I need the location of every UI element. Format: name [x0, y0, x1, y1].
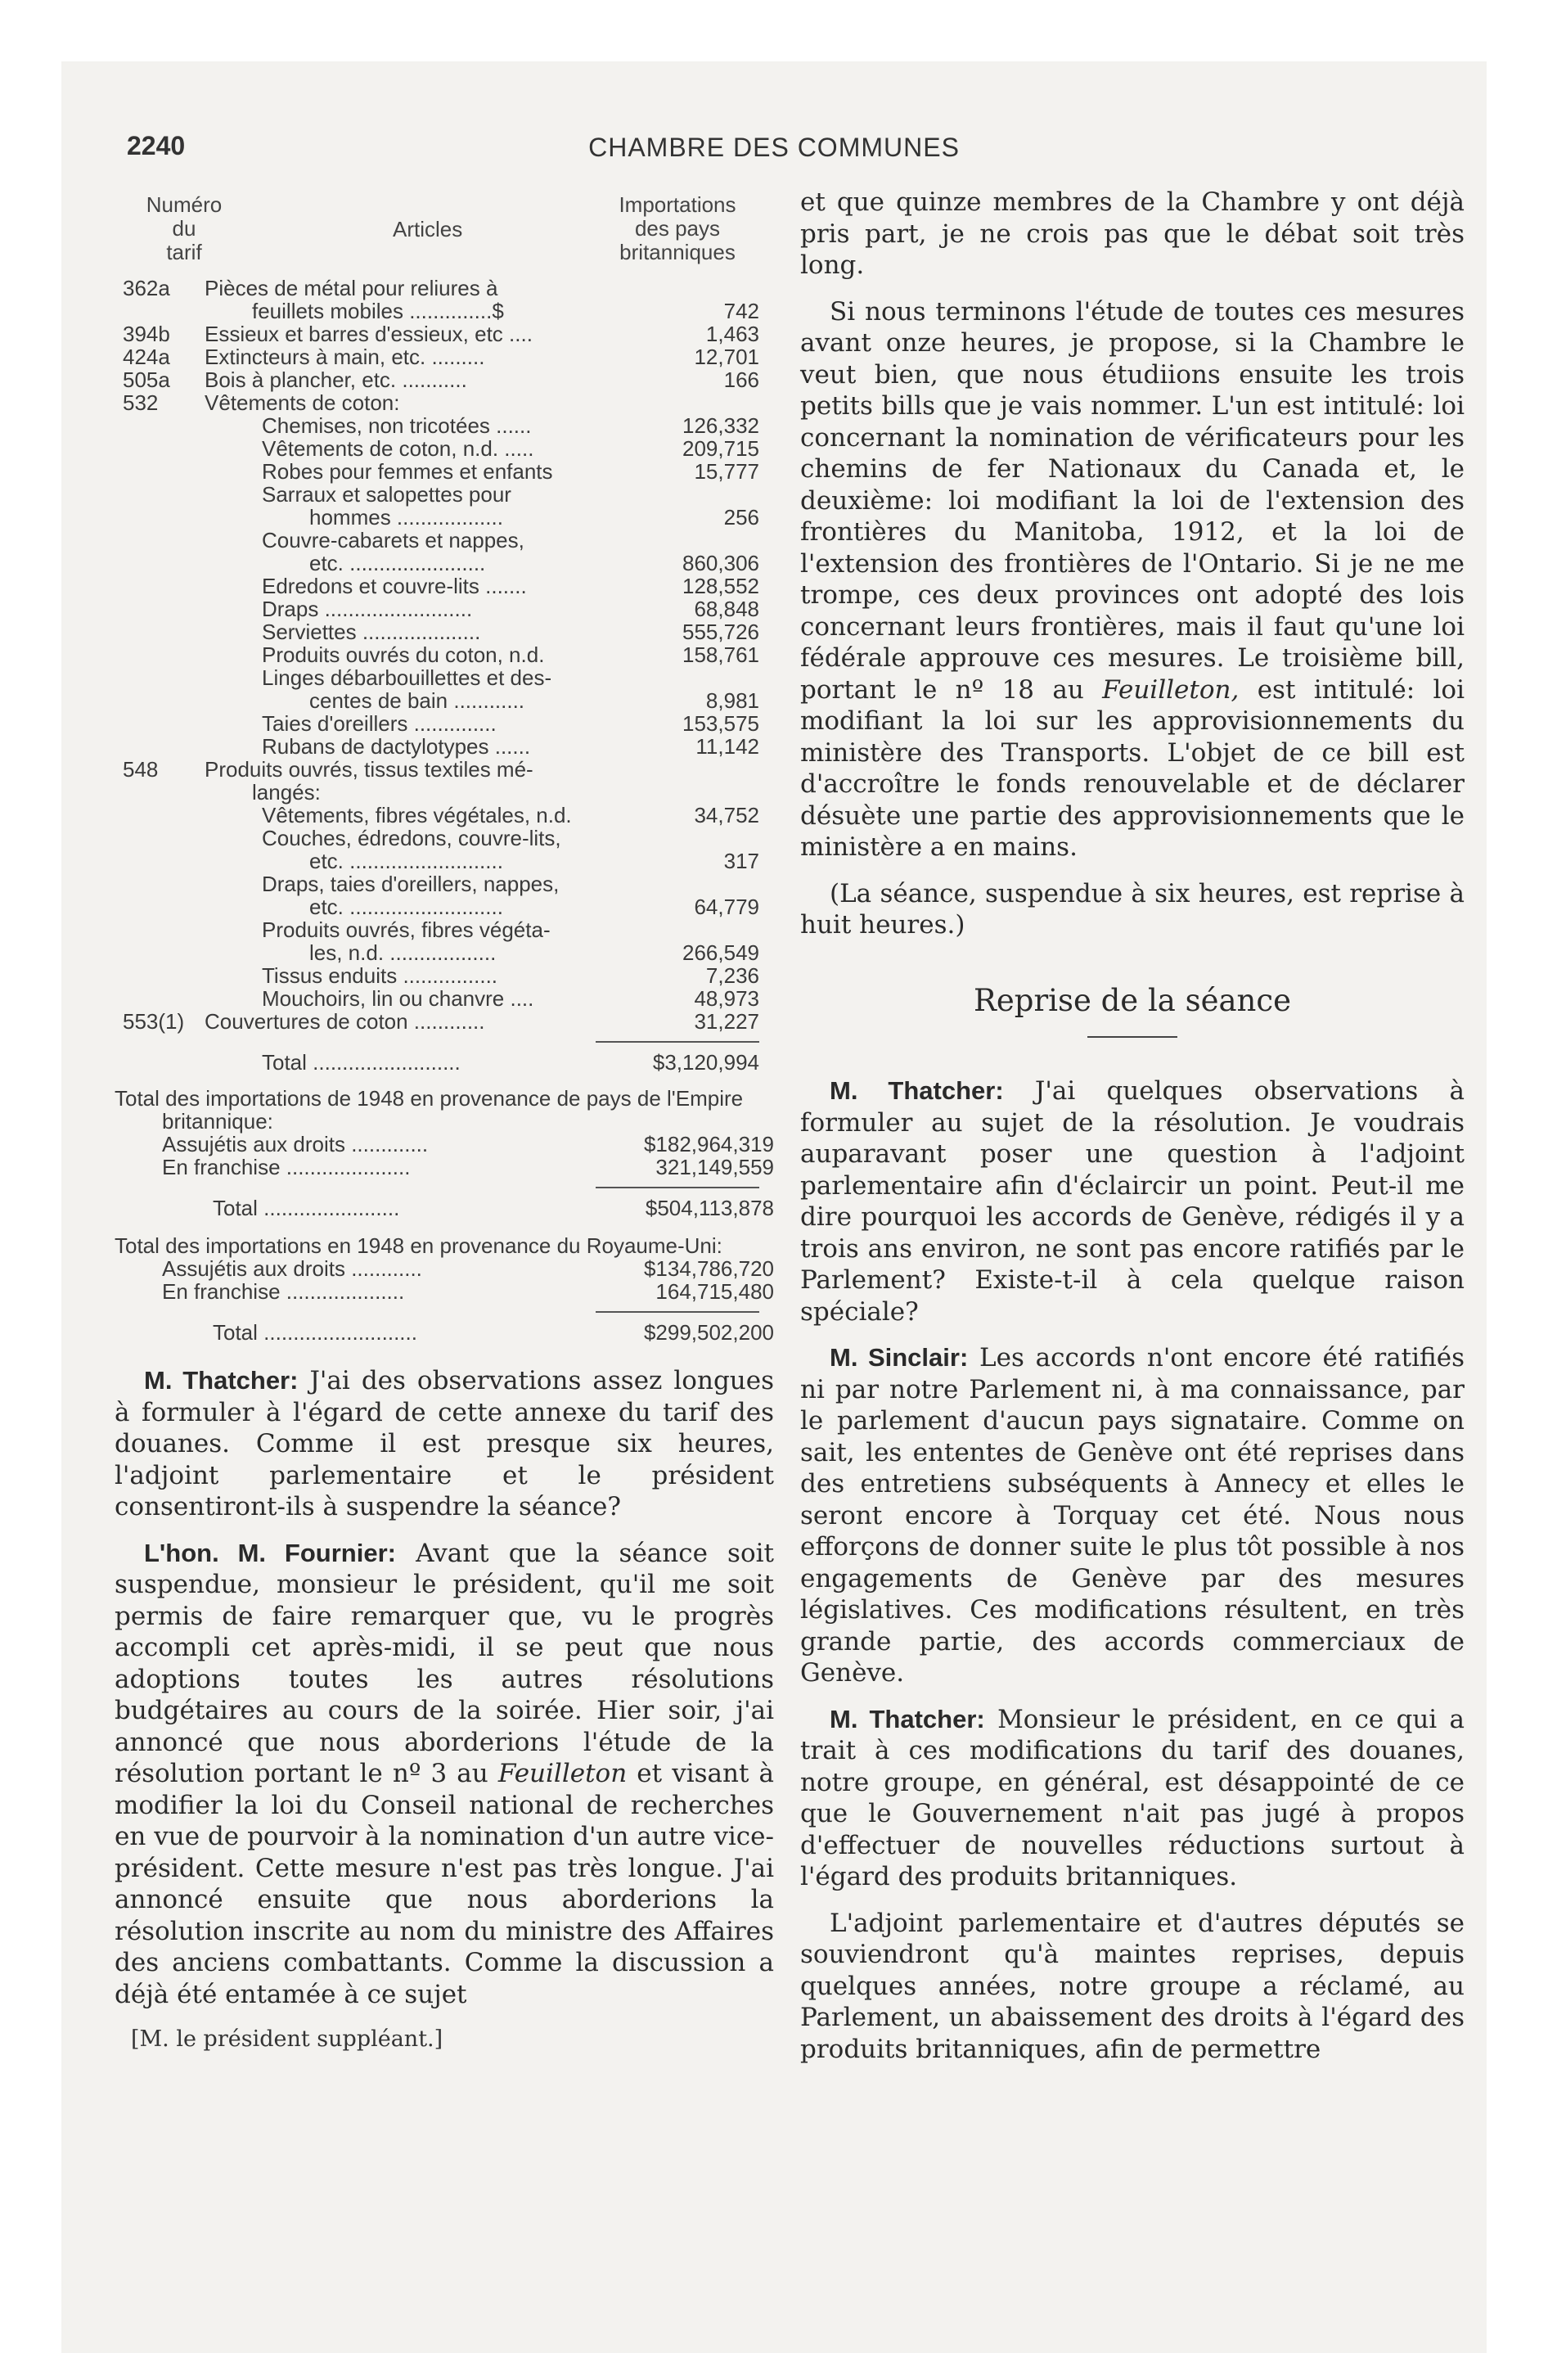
import-value: 1,463: [705, 322, 759, 346]
table-row: [115, 872, 774, 918]
import-value: 860,306: [682, 551, 759, 575]
import-value: 8,981: [705, 688, 759, 713]
summary-value: 164,715,480: [655, 1279, 774, 1304]
divider: [596, 1187, 759, 1188]
article-text: Couches, édredons, couvre-lits,: [262, 826, 561, 850]
summary-value: $134,786,720: [643, 1256, 774, 1281]
table-row: [115, 620, 774, 643]
table-row: [115, 987, 774, 1010]
tariff-code: 362a: [123, 276, 170, 300]
col-header-articles: Articles: [393, 217, 463, 241]
table-row: [115, 437, 774, 460]
summary-line: En franchise ..................... 321,149,559: [162, 1155, 774, 1179]
article-text: Pièces de métal pour reliures à: [205, 276, 498, 300]
import-value: 31,227: [694, 1009, 759, 1034]
paragraph: L'adjoint parlementaire et d'autres députés se souviendront qu'à maintes reprises, depuis quelques années, notre groupe a réclamé, au Parlement, un abaissement des droits à l'égard des produits britanniques, afin de permettre: [800, 1908, 1465, 2064]
table-row: [115, 666, 774, 712]
paragraph: M. Sinclair: Les accords n'ont encore été ratifiés ni par notre Parlement ni, à ma connaissance, par le parlement d'aucun pays signataire. Comme on sait, les ententes de Genève ont été reprises dans des entretiens subséquents à Annecy et elles le seront encore à Torquay cet été. Nous nous efforçons de donner suite le plus tôt possible à nos engagements de Genève par des mesures législatives. Ces modifications résultent, en très grande partie, des accords commerciaux de Genève.: [800, 1343, 1465, 1688]
summary-line: Assujétis aux droits ............. $182,964,319: [162, 1132, 774, 1156]
speaker-name: M. Thatcher:: [830, 1076, 1004, 1105]
import-value: 128,552: [682, 574, 759, 598]
divider: [596, 1311, 759, 1313]
paragraph: Si nous terminons l'étude de toutes ces mesures avant onze heures, je propose, si la Chambre le veut bien, que nous étudiions ensuite les trois petits bills que je vais nommer. L'un est intitulé: loi concernant la nomination de vérificateurs pour les chemins de fer Nationaux du Canada et, le deuxième: loi modifiant la loi de l'extension des frontières du Manitoba, 1912, et la loi de l'extension des frontières de l'Ontario. Si je ne me trompe, ces deux provinces ont adopté des lois concernant leurs frontières, mais il faut qu'une loi fédérale approuve ces mesures. Le troisième bill, portant le nº 18 au Feuilleton, est intitulé: loi modifiant la loi sur les approvisionnements du ministère des Transports. L'objet de ce bill est d'accroître le fonds renouvelable et de déclarer désuète une partie des approvisionnements que le ministère a en mains.: [800, 296, 1465, 862]
article-text: Sarraux et salopettes pour: [262, 482, 511, 507]
right-column: [800, 187, 1465, 2065]
summary-value: 321,149,559: [655, 1155, 774, 1179]
article-text: Couvertures de coton ............: [205, 1009, 485, 1034]
table-row: [115, 575, 774, 597]
article-text: Extincteurs à main, etc. .........: [205, 345, 485, 369]
table-row: [115, 804, 774, 827]
tariff-code: 532: [123, 390, 159, 415]
table-row: [115, 529, 774, 575]
paragraph: et que quinze membres de la Chambre y ont déjà pris part, je ne crois pas que le débat soit très long.: [800, 187, 1465, 280]
summary-value: $504,113,878: [645, 1196, 774, 1220]
total-label: Total .........................: [262, 1050, 461, 1075]
table-row: [115, 1010, 774, 1033]
col-header-number: Numéro du tarif: [146, 192, 223, 264]
table-row: [115, 964, 774, 987]
article-text: Couvre-cabarets et nappes,: [262, 528, 524, 552]
article-text: Bois à plancher, etc. ...........: [205, 367, 467, 392]
table-row: [115, 391, 774, 414]
article-text: Robes pour femmes et enfants: [262, 459, 553, 484]
article-text: Vêtements, fibres végétales, n.d.: [262, 803, 572, 827]
summary-title: Total des importations de 1948 en provenance de pays de l'Empire britannique:: [115, 1086, 744, 1134]
article-text: Produits ouvrés, fibres végéta-: [262, 917, 551, 942]
table-row: [115, 597, 774, 620]
table-row: [115, 460, 774, 483]
tariff-code: 548: [123, 757, 159, 782]
speaker-name: M. Sinclair:: [830, 1343, 969, 1372]
summary-line: En franchise .................... 164,715,480: [162, 1279, 774, 1304]
empire-summary: [115, 1087, 774, 1219]
article-text: Vêtements de coton:: [205, 390, 400, 415]
article-text: Chemises, non tricotées ......: [262, 413, 532, 438]
table-row: [115, 322, 774, 345]
article-text: Tissus enduits ................: [262, 963, 498, 988]
article-text: Produits ouvrés du coton, n.d.: [262, 642, 545, 667]
import-value: 209,715: [682, 436, 759, 461]
article-text-cont: etc. ..........................: [309, 895, 503, 919]
article-text: Vêtements de coton, n.d. .....: [262, 436, 534, 461]
table-row: [115, 277, 774, 322]
total-value: $3,120,994: [652, 1050, 759, 1075]
article-text: Linges débarbouillettes et des-: [262, 665, 552, 690]
table-header: [115, 187, 774, 277]
import-value: 166: [723, 367, 759, 392]
table-row: [115, 643, 774, 666]
article-text: Draps .........................: [262, 597, 473, 621]
tariff-code: 424a: [123, 345, 170, 369]
speaker-name: M. Thatcher:: [830, 1704, 985, 1733]
section-heading: Reprise de la séance: [974, 982, 1291, 1018]
import-value: 11,142: [695, 734, 759, 759]
article-text-cont: feuillets mobiles ..............$: [252, 299, 504, 323]
left-column: [115, 187, 774, 2052]
page-title: CHAMBRE DES COMMUNES: [588, 133, 960, 162]
import-value: 158,761: [682, 642, 759, 667]
paragraph: M. Thatcher: J'ai quelques observations à formuler au sujet de la résolution. Je voudrais auparavant poser une question à l'adjoint parlementaire afin d'éclaircir un point. Peut-il me dire pourquoi les accords de Genève, rédigés il y a trois ans environ, ne sont pas encore ratifiés par le Parlement? Existe-t-il à cela quelque raison spéciale?: [800, 1076, 1465, 1327]
summary-total: Total ....................... $504,113,878: [213, 1196, 774, 1220]
article-text: Taies d'oreillers ..............: [262, 711, 497, 736]
tariff-code: 394b: [123, 322, 170, 346]
tariff-code: 553(1): [123, 1009, 185, 1034]
summary-line: Assujétis aux droits ............ $134,786,720: [162, 1256, 774, 1281]
left-prose: [115, 1365, 774, 2010]
summary-value: $299,502,200: [643, 1320, 774, 1345]
summary-total: Total .......................... $299,502,200: [213, 1320, 774, 1345]
article-text: Serviettes ....................: [262, 620, 481, 644]
article-text: Mouchoirs, lin ou chanvre ....: [262, 986, 534, 1011]
article-text-cont: centes de bain ............: [309, 688, 525, 713]
import-value: 126,332: [682, 413, 759, 438]
paragraph: L'hon. M. Fournier: Avant que la séance soit suspendue, monsieur le président, qu'il me soit permis de faire remarquer que, vu le progrès accompli cet après-midi, il se peut que nous adoptions toutes les autres résolutions budgétaires au cours de la soirée. Hier soir, j'ai annoncé que nous aborderions l'étude de la résolution portant le nº 3 au Feuilleton et visant à modifier la loi du Conseil national de recherches en vue de pourvoir à la nomination d'un autre vice-président. Cette mesure n'est pas très longue. J'ai annoncé ensuite que nous aborderions la résolution inscrite au nom du ministre des Affaires des anciens combattants. Comme la discussion a déjà été entamée à ce sujet: [115, 1538, 775, 2009]
summary-value: $182,964,319: [643, 1132, 774, 1156]
article-text-cont: langés:: [252, 780, 321, 805]
speaker-name: M. Thatcher:: [144, 1366, 299, 1395]
import-value: 555,726: [682, 620, 759, 644]
table-row: [115, 345, 774, 368]
table-row: [115, 368, 774, 391]
paragraph: (La séance, suspendue à six heures, est reprise à huit heures.): [800, 878, 1465, 940]
tariff-table: [115, 277, 774, 1074]
import-value: 15,777: [694, 459, 759, 484]
import-value: 153,575: [682, 711, 759, 736]
tariff-code: 505a: [123, 367, 170, 392]
paragraph: M. Thatcher: Monsieur le président, en ce qui a trait à ces modifications du tarif des douanes, notre groupe, en général, est désappointé de ce que le Gouvernement n'ait pas jugé à propos d'effectuer de nouvelles réductions surtout à l'égard des produits britanniques.: [800, 1704, 1465, 1891]
article-text-cont: hommes ..................: [309, 505, 503, 530]
paragraph: M. Thatcher: J'ai des observations assez longues à formuler à l'égard de cette annexe du tarif des douanes. Comme il est presque six heures, l'adjoint parlementaire et le président consentiront-ils à suspendre la séance?: [115, 1366, 775, 1521]
import-value: 68,848: [694, 597, 759, 621]
divider: [1087, 1036, 1177, 1038]
article-text: Rubans de dactylotypes ......: [262, 734, 531, 759]
table-row: [115, 827, 774, 872]
divider: [596, 1041, 759, 1043]
table-row: [115, 712, 774, 735]
import-value: 317: [723, 849, 759, 873]
article-text: Draps, taies d'oreillers, nappes,: [262, 872, 560, 896]
import-value: 64,779: [694, 895, 759, 919]
table-row: [115, 918, 774, 964]
summary-title: Total des importations en 1948 en provenance du Royaume-Uni:: [115, 1233, 722, 1258]
article-text: Edredons et couvre-lits .......: [262, 574, 527, 598]
table-row: [115, 414, 774, 437]
col-header-imports: Importations des pays britanniques: [619, 192, 736, 264]
import-value: 7,236: [705, 963, 759, 988]
table-row: [115, 758, 774, 804]
article-text-cont: etc. .......................: [309, 551, 486, 575]
import-value: 34,752: [694, 803, 759, 827]
import-value: 12,701: [694, 345, 759, 369]
article-text: Produits ouvrés, tissus textiles mé-: [205, 757, 533, 782]
import-value: 48,973: [694, 986, 759, 1011]
import-value: 256: [723, 505, 759, 530]
table-row: [115, 483, 774, 529]
import-value: 266,549: [682, 940, 759, 965]
table-row: [115, 735, 774, 758]
article-text: Essieux et barres d'essieux, etc ....: [205, 322, 533, 346]
import-value: 742: [723, 299, 759, 323]
article-text-cont: les, n.d. ..................: [309, 940, 497, 965]
footnote: [M. le président suppléant.]: [131, 2026, 443, 2052]
page-number: 2240: [127, 131, 186, 160]
article-text-cont: etc. ..........................: [309, 849, 503, 873]
uk-summary: [115, 1234, 774, 1344]
table-total-row: [115, 1051, 774, 1074]
speaker-name: L'hon. M. Fournier:: [144, 1538, 396, 1567]
